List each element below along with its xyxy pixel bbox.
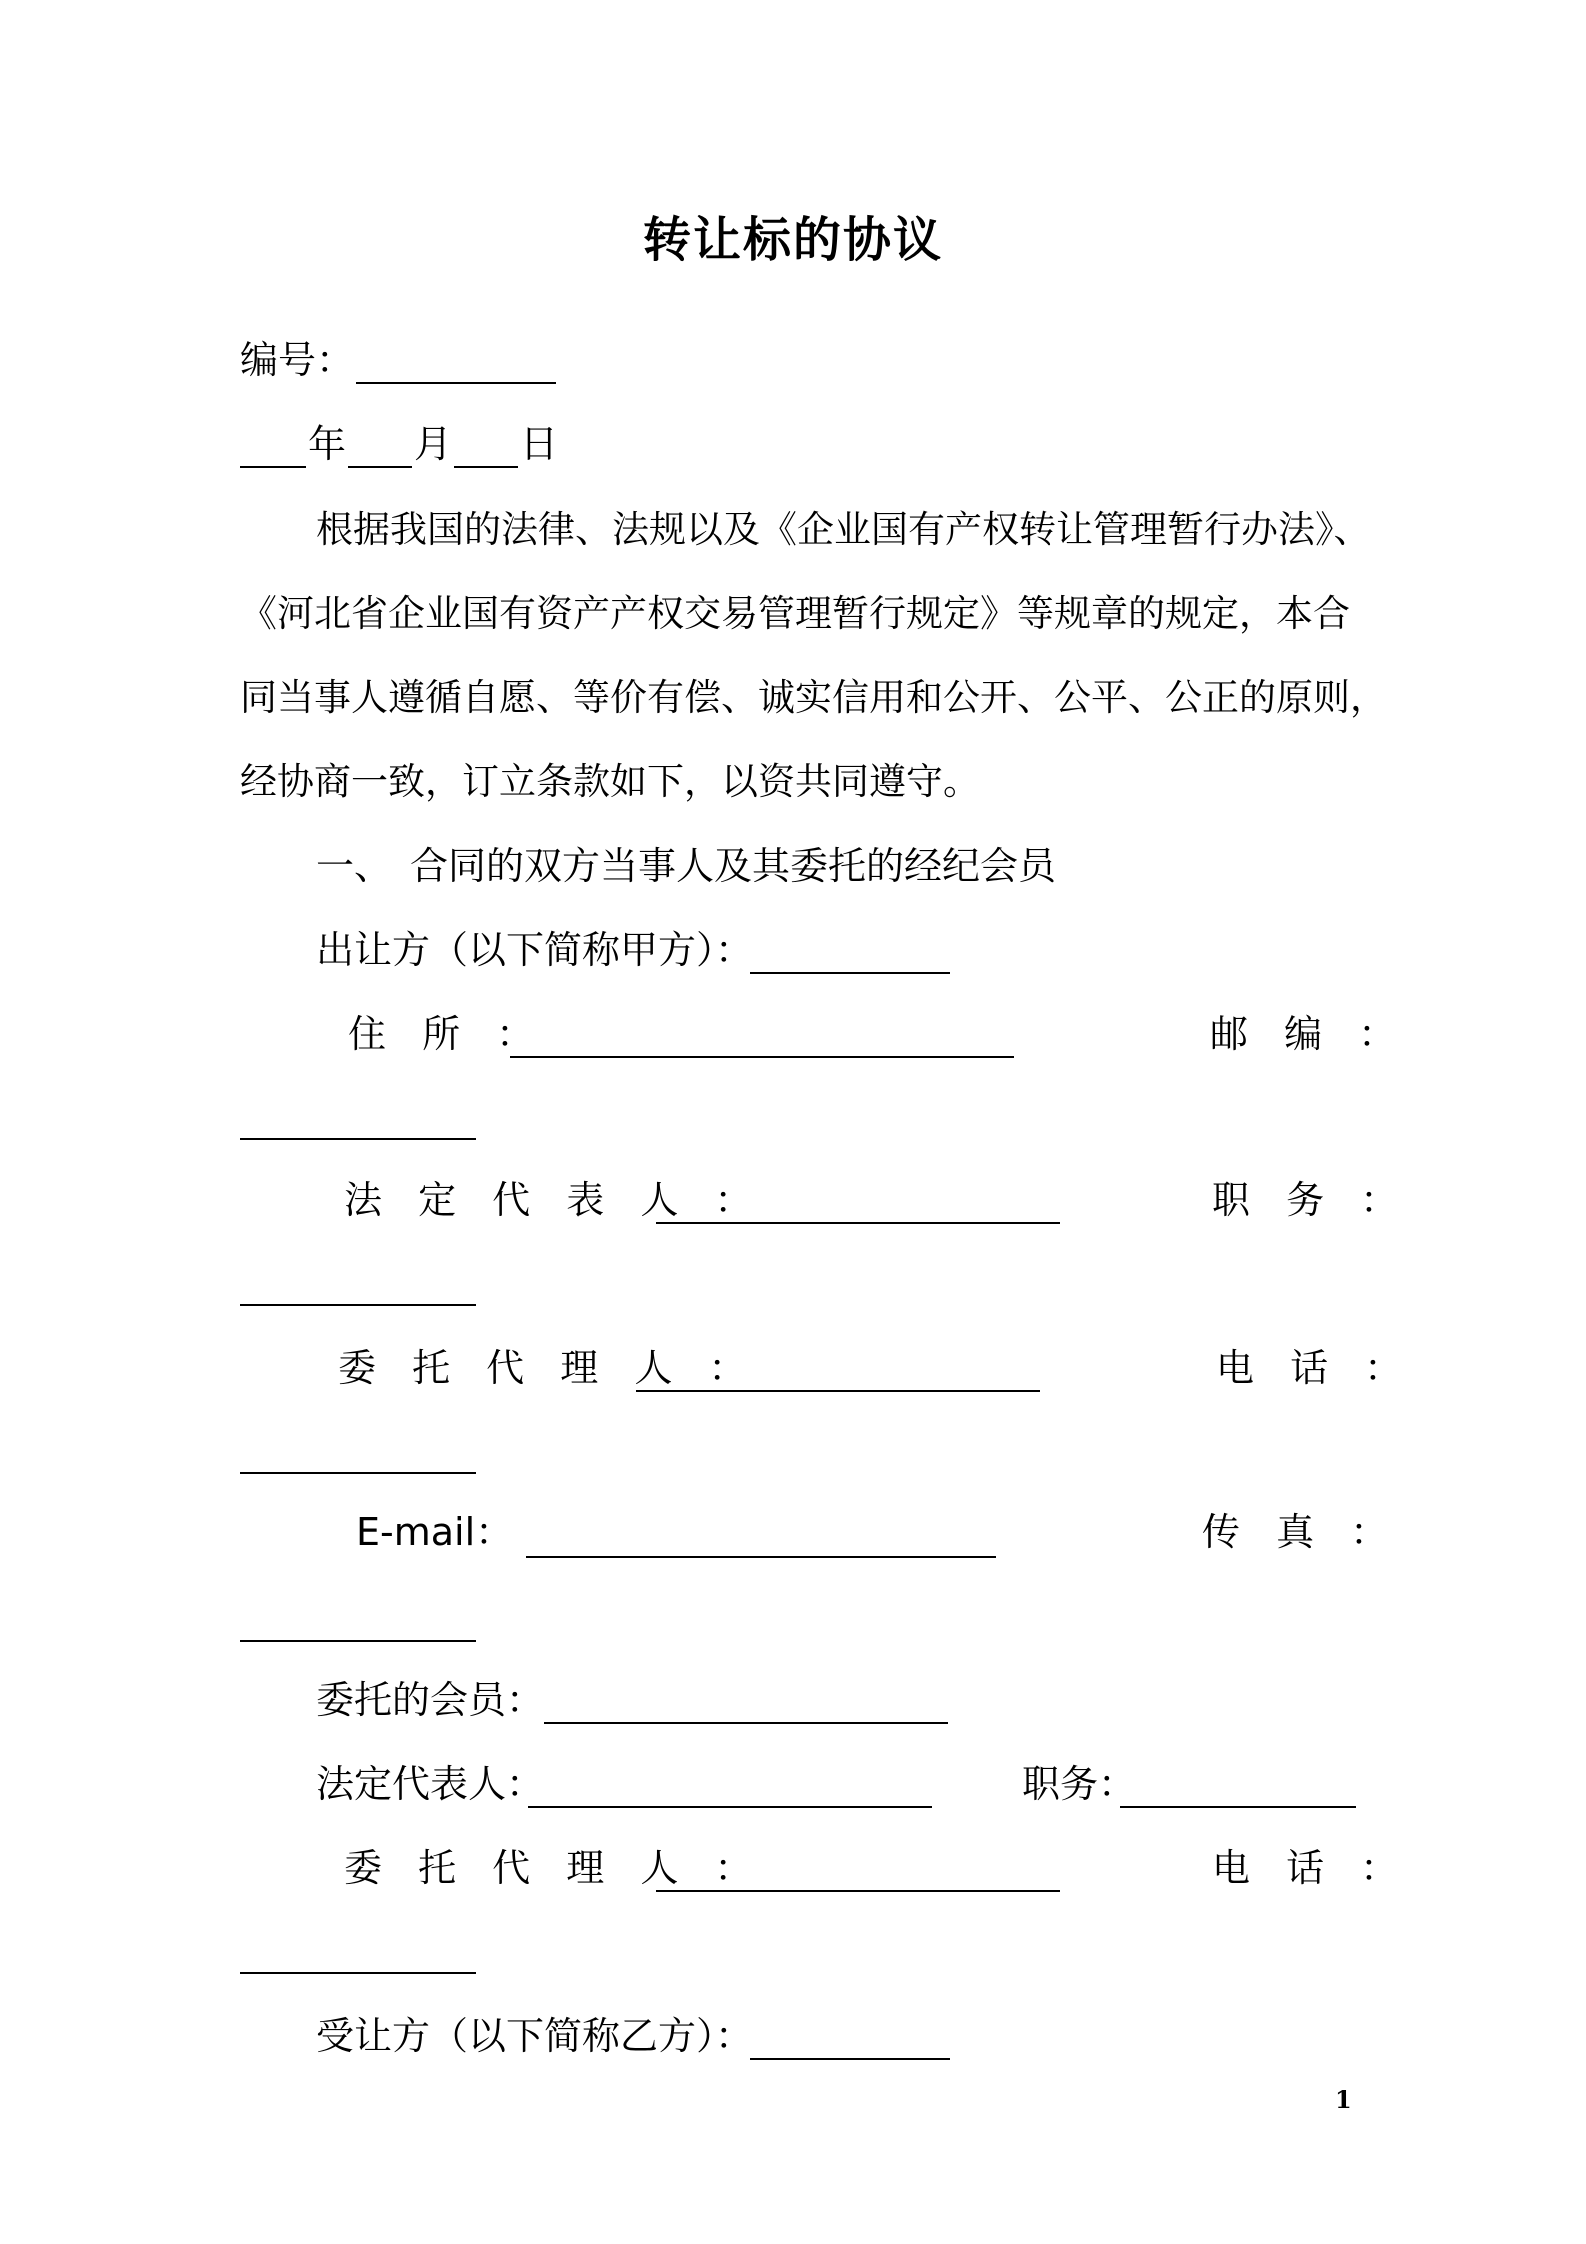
email-blank[interactable]	[526, 1556, 996, 1558]
transferee-blank[interactable]	[750, 2058, 950, 2060]
member-phone-blank[interactable]	[240, 1972, 476, 1974]
member-blank[interactable]	[544, 1722, 948, 1724]
transferor-blank[interactable]	[750, 972, 950, 974]
day-blank[interactable]	[454, 466, 518, 468]
transferor-label: 出让方（以下简称甲方）：	[316, 928, 754, 972]
member-agent-label: 委 托 代 理 人 ：	[344, 1846, 765, 1890]
member-legal-rep-blank[interactable]	[528, 1806, 932, 1808]
address-blank[interactable]	[510, 1056, 1014, 1058]
month-label: 月	[414, 422, 453, 466]
month-blank[interactable]	[348, 466, 412, 468]
postcode-label: 邮 编 ：	[1210, 1012, 1409, 1056]
intro-line-3: 同当事人遵循自愿、等价有偿、诚实信用和公开、公平、公正的原则，	[240, 676, 1387, 719]
transferee-label: 受让方（以下简称乙方）：	[316, 2014, 754, 2058]
fax-blank[interactable]	[240, 1640, 476, 1642]
email-label: E-mail：	[356, 1510, 514, 1554]
member-position-label: 职务：	[1022, 1762, 1137, 1806]
day-label: 日	[520, 422, 559, 466]
legal-rep-label: 法 定 代 表 人 ：	[344, 1178, 765, 1222]
intro-line-2: 《河北省企业国有资产产权交易管理暂行规定》等规章的规定，本合	[240, 592, 1350, 635]
year-label: 年	[308, 422, 347, 466]
phone-label: 电 话 ：	[1216, 1346, 1415, 1390]
address-label: 住 所 ：	[348, 1012, 547, 1056]
page-number: 1	[1335, 2085, 1352, 2114]
position-blank[interactable]	[240, 1304, 476, 1306]
position-label: 职 务 ：	[1212, 1178, 1411, 1222]
agent-blank[interactable]	[636, 1390, 1040, 1392]
agent-label: 委 托 代 理 人 ：	[338, 1346, 759, 1390]
postcode-blank[interactable]	[240, 1138, 476, 1140]
member-phone-label: 电 话 ：	[1212, 1846, 1411, 1890]
intro-line-4: 经协商一致，订立条款如下，以资共同遵守。	[240, 760, 980, 803]
section-1-title: 合同的双方当事人及其委托的经纪会员	[410, 844, 1057, 888]
member-label: 委托的会员：	[316, 1678, 545, 1722]
contract-number-blank[interactable]	[356, 382, 556, 384]
document-title: 转让标的协议	[642, 212, 943, 268]
contract-number-label: 编号：	[240, 338, 355, 382]
year-blank[interactable]	[240, 466, 306, 468]
phone-blank[interactable]	[240, 1472, 476, 1474]
member-legal-rep-label: 法定代表人：	[316, 1762, 545, 1806]
fax-label: 传 真 ：	[1202, 1510, 1401, 1554]
member-agent-blank[interactable]	[656, 1890, 1060, 1892]
intro-line-1: 根据我国的法律、法规以及《企业国有产权转让管理暂行办法》、	[316, 508, 1371, 551]
member-position-blank[interactable]	[1120, 1806, 1356, 1808]
section-1-number: 一、	[316, 844, 393, 888]
legal-rep-blank[interactable]	[656, 1222, 1060, 1224]
